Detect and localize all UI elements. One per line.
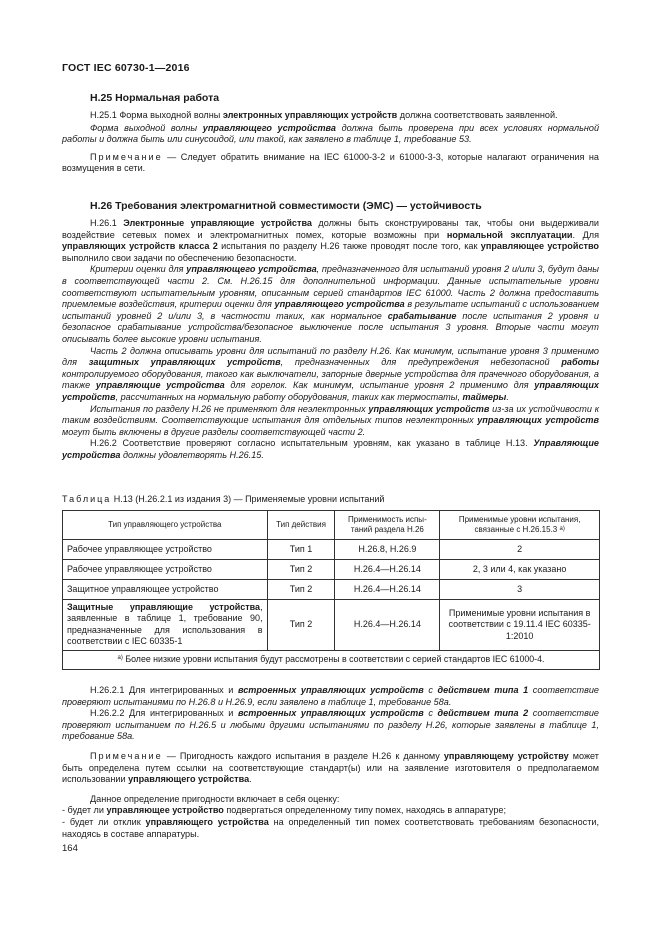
document-header: ГОСТ IEC 60730-1—2016 <box>62 62 190 74</box>
paragraph: H.26.2 Соответствие проверяют согласно испытательным уровням, как указано в таблице H.13. Управляющие устройства должны удовлетворять H.26.15. <box>62 438 599 460</box>
table-cell: H.26.4—H.26.14 <box>335 560 440 580</box>
table-cell: Рабочее управляющее устройство <box>63 540 268 560</box>
paragraph: H.26.1 Электронные управляющие устройства должны быть сконструированы так, чтобы они выдерживали воздействие сетевых помех и электромагнитных помех, которые возможны при нормальной эксплуатации. Для управляющих устройств класса 2 испытания по разделу H.26 также проводят после того, как управляющее устройство выполнило свои задачи по обеспечению безопасности. <box>62 218 599 263</box>
table-header-cell: Применимость испытаний раздела H.26 <box>335 511 440 540</box>
table-row <box>63 580 600 600</box>
test-levels-table <box>62 510 600 670</box>
table-cell: Защитные управляющие устройства, заявленные в таблице 1, требование 90, предназначенные для использования в соответствии с IEC 60335-1 <box>63 600 268 651</box>
table-cell: H.26.4—H.26.14 <box>335 580 440 600</box>
table-footnote-row <box>63 650 600 669</box>
table-row <box>63 600 600 651</box>
table-cell: Тип 2 <box>267 600 335 651</box>
page-number: 164 <box>62 843 78 854</box>
paragraph: H.26.2.2 Для интегрированных и встроенных управляющих устройств с действием типа 2 соответствие проверяют испытанием по H.26.5 и любыми другими испытаниями по разделу H.26, которые заявлены в таблице 1, требование 58а. <box>62 708 599 742</box>
section-heading-h25: H.25 Нормальная работа <box>90 92 220 104</box>
table-cell: Тип 2 <box>267 560 335 580</box>
table-cell: Рабочее управляющее устройство <box>63 560 268 580</box>
table-header-cell: Применимые уровни испытания, связанные с H.26.15.3 $^{a)}$ <box>440 511 600 540</box>
section-heading-h26: H.26 Требования электромагнитной совместимости (ЭМС) — устойчивость <box>90 200 482 212</box>
table-header-cell: Тип управляющего устройства <box>63 511 268 540</box>
note: Примечание — Пригодность каждого испытания в разделе H.26 к данному управляющему устройству может быть определена путем ссылки на соответствующие стандарт(ы) или на заявление изготовителя о предполагаемом использовании управляющего устройства. <box>62 750 599 785</box>
table-cell: Применимые уровни испытания в соответствии с 19.11.4 IEC 60335-1:2010 <box>440 600 600 651</box>
list-item: - будет ли управляющее устройство подвергаться определенному типу помех, находясь в аппаратуре; <box>62 805 506 816</box>
table-cell: Тип 2 <box>267 580 335 600</box>
paragraph: Испытания по разделу H.26 не применяют для неэлектронных управляющих устройств из-за их устойчивости к таким воздействиям. Соответствующие испытания для отдельных типов неэлектронных управляющих устройств могут быть включены в другие разделы соответствующей части 2. <box>62 403 599 437</box>
table-row <box>63 560 600 580</box>
table-header-row <box>63 511 600 540</box>
bullet-list <box>62 805 599 840</box>
table-footnote: $^{a)}$ Более низкие уровни испытания будут рассмотрены в соответствии с серией стандартов IEC 61000-4. <box>63 650 600 669</box>
section-h26-body <box>62 218 599 461</box>
table-caption: Таблица H.13 (H.26.2.1 из издания 3) — Применяемые уровни испытаний <box>62 494 385 504</box>
table-cell: 2, 3 или 4, как указано <box>440 560 600 580</box>
table-cell: 3 <box>440 580 600 600</box>
paragraph: H.26.2.1 Для интегрированных и встроенных управляющих устройств с действием типа 1 соответствие проверяют испытаниями по H.26.8 и H.26.9, если заявлено в таблице 1, требование 58а. <box>62 685 599 707</box>
paragraph: Данное определение пригодности включает в себя оценку: <box>90 793 340 804</box>
paragraph: Форма выходной волны управляющего устройства должна быть проверена при всех условиях нормальной работы и должна быть или синусоидой, или такой, как заявлено в таблице 1, требование 53. <box>62 122 600 145</box>
table-cell: 2 <box>440 540 600 560</box>
note: Примечание — Следует обратить внимание на IEC 61000-3-2 и 61000-3-3, которые налагают ограничения на возмущения в сети. <box>62 151 599 174</box>
after-table-body <box>62 685 599 840</box>
table-cell: H.26.8, H.26.9 <box>335 540 440 560</box>
table-row <box>63 540 600 560</box>
table-header-cell: Тип действия <box>267 511 335 540</box>
paragraph: Часть 2 должна описывать уровни для испытаний по разделу H.26. Как минимум, испытание уровня 3 применимо для защитных управляющих устройств, предназначенных для предупреждения небезопасной работы контролируемого оборудования, такого как выключатели, запорные дверные устройства для прачечного оборудования, а также управляющие устройства для горелок. Как минимум, испытание уровня 2 применимо для управляющих устройств, рассчитанных на нормальную работу оборудования, таких как термостаты, таймеры. <box>62 345 599 402</box>
table-cell: Защитное управляющее устройство <box>63 580 268 600</box>
table-cell: H.26.4—H.26.14 <box>335 600 440 651</box>
section-h25-body <box>62 110 599 175</box>
paragraph: H.25.1 Форма выходной волны электронных управляющих устройств должна соответствовать заявленной. <box>90 110 558 120</box>
table-cell: Тип 1 <box>267 540 335 560</box>
list-item: - будет ли отклик управляющего устройства на определенный тип помех соответствовать требованиям безопасности, находясь в составе аппаратуры. <box>62 816 600 839</box>
paragraph: Критерии оценки для управляющего устройства, предназначенного для испытаний уровня 2 и/или 3, будут даны в соответствующей части 2. См. H.26.15 для дополнительной информации. Данные испытательные уровни соответствуют испытательным уровням, описанным серией стандартов IEC 61000. Часть 2 должна предоставить приемлемые воздействия, критерии оценки для управляющего устройства в результате испытаний с использованием испытаний уровней 2 и/или 3, в частности таких, как нормальное срабатывание после испытания 2 уровня и безопасное срабатывание устройства/безопасное выключение после испытания 3 уровня. Вторые части могут описывать более высокие уровни испытания. <box>62 264 600 344</box>
